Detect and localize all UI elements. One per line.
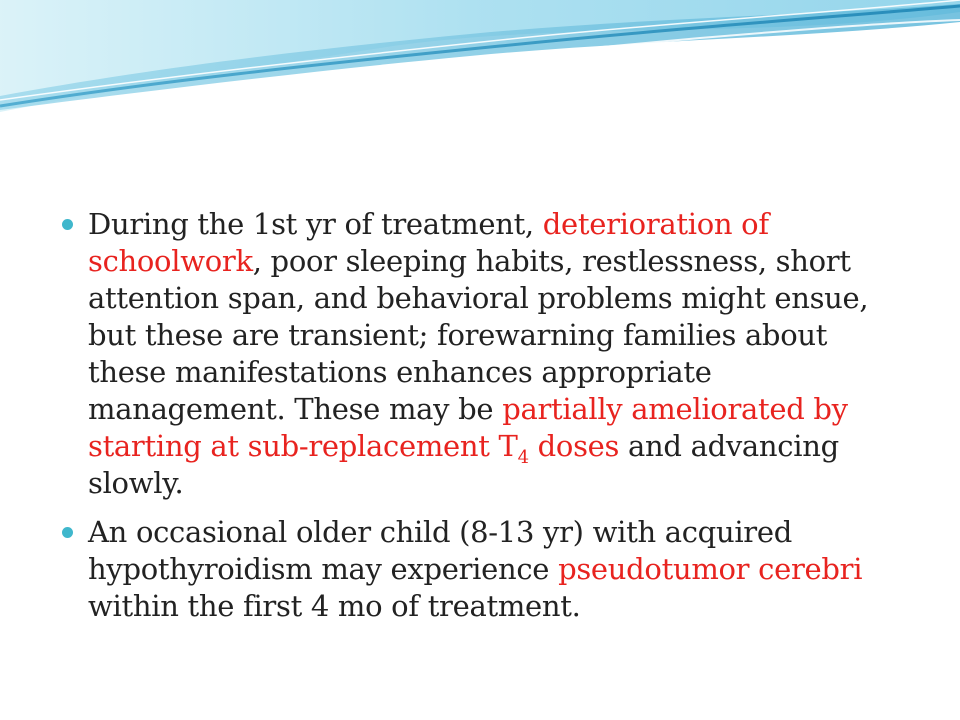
bullet-list	[62, 206, 902, 637]
bullet-item-pseudotumor	[62, 514, 902, 625]
highlighted-text-segment: pseudotumor cerebri	[558, 552, 863, 586]
text-segment: An occasional older child (8-13 yr) with acquired hypothyroidism may experience	[88, 515, 792, 586]
bullet-icon	[62, 219, 73, 230]
header-wave-decoration	[0, 0, 960, 140]
text-segment: , poor sleeping habits, restlessness, short attention span, and behavioral problems might ensue, but these are transient; forewarning families about these manifestations enhances appropriate management. These may be	[88, 244, 869, 426]
text-segment: During the 1st yr of treatment,	[88, 207, 543, 241]
highlighted-text-segment: deterioration of schoolwork	[88, 207, 769, 278]
bullet-icon	[62, 527, 73, 538]
highlighted-text-segment: partially ameliorated by starting at sub-replacement T	[88, 392, 848, 463]
text-segment: within the first 4 mo of treatment.	[88, 589, 581, 623]
subscript-text: 4	[517, 447, 529, 468]
highlighted-text-segment: doses	[528, 429, 620, 463]
text-segment: and advancing slowly.	[88, 429, 839, 500]
bullet-item-treatment-effects	[62, 206, 902, 502]
